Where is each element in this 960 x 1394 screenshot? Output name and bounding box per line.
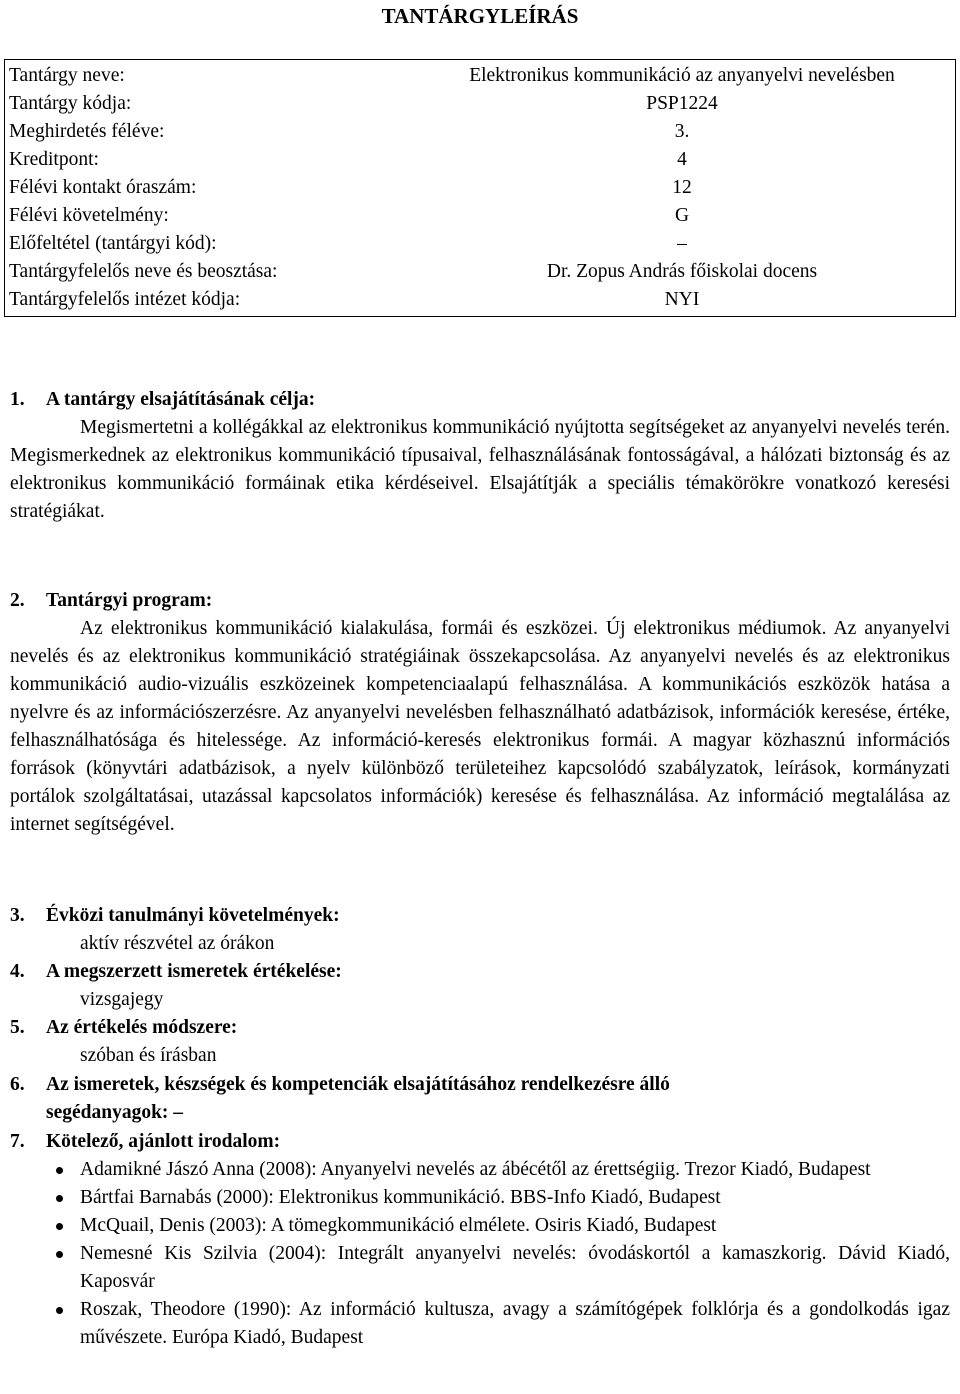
section-value: aktív részvétel az órákon [80, 933, 275, 954]
section-5 [10, 1014, 950, 1070]
info-row-institute [5, 286, 955, 314]
section-paragraph: Az elektronikus kommunikáció kialakulása, formái és eszközei. Új elektronikus médiumok. Az anyanyelvi nevelés és az elektronikus kommunikáció stratégiáinak összekapcsolása. Az anyanyelvi nevelés és az elektronikus kommunikáció audio-vizuális eszközeinek kompetenciaalapú felhasználása. A kommunikációs eszközök hatása a nyelvre és az információszerzésre. Az anyanyelvi nevelésben felhasználható adatbázisok, információk keresése, értéke, felhasználhatósága és hitelessége. Az információ-keresés elektronikus formái. A magyar közhasznú információs források (könyvtári adatbázisok, a nyelv különböző területeihez kapcsolódó szabályzatok, leírások, kormányzati portálok szolgáltatásai, utazással kapcsolatos információk) keresése és felhasználása. Az információ megtalálása az internet segítségével. [10, 618, 950, 835]
info-row-contact-hours [5, 174, 955, 202]
bullet-icon [56, 1167, 63, 1174]
info-value: Elektronikus kommunikáció az anyanyelvi nevelésben [469, 65, 895, 86]
info-value: 12 [672, 177, 692, 198]
section-4 [10, 958, 950, 1014]
info-value: 4 [677, 149, 687, 170]
section-6 [10, 1071, 950, 1127]
info-value: – [677, 233, 687, 254]
section-2 [10, 587, 950, 839]
section-number: 2. [10, 590, 25, 611]
section-number: 3. [10, 905, 25, 926]
document-title: TANTÁRGYLEÍRÁS [381, 4, 579, 28]
info-label: Tantárgy neve: [9, 65, 125, 86]
section-heading [10, 386, 950, 414]
reference-text: Bártfai Barnabás (2000): Elektronikus kommunikáció. BBS-Info Kiadó, Budapest [80, 1187, 721, 1208]
info-value: PSP1224 [646, 93, 718, 114]
section-number: 5. [10, 1017, 25, 1038]
info-row-credits [5, 146, 955, 174]
info-row-responsible [5, 258, 955, 286]
info-row-requirement [5, 202, 955, 230]
section-number: 4. [10, 961, 25, 982]
section-7 [10, 1128, 950, 1352]
section-heading [10, 1014, 950, 1042]
bullet-icon [56, 1251, 63, 1258]
info-row-prerequisite [5, 230, 955, 258]
info-label: Tantárgy kódja: [9, 93, 132, 114]
info-value: NYI [664, 289, 700, 310]
info-row-course-name [5, 62, 955, 90]
reference-text: Adamikné Jászó Anna (2008): Anyanyelvi nevelés az ábécétől az érettségiig. Trezor Kiadó, Budapest [80, 1159, 871, 1180]
section-3 [10, 902, 950, 958]
info-label: Félévi kontakt óraszám: [9, 177, 197, 198]
list-item [10, 1156, 950, 1184]
course-info-table [4, 59, 956, 317]
info-label: Meghirdetés féléve: [9, 121, 165, 142]
section-value: szóban és írásban [80, 1045, 217, 1066]
section-heading [10, 1071, 950, 1099]
section-title: Kötelező, ajánlott irodalom: [46, 1131, 281, 1152]
section-heading [10, 902, 950, 930]
info-value: G [674, 205, 690, 226]
section-heading [10, 1128, 950, 1156]
reference-text: Nemesné Kis Szilvia (2004): Integrált anyanyelvi nevelés: óvodáskortól a kamaszkorig. Dávid Kiadó, Kaposvár [80, 1243, 950, 1292]
info-label: Kreditpont: [9, 149, 99, 170]
info-value: Dr. Zopus András főiskolai docens [546, 261, 818, 282]
section-number: 1. [10, 389, 25, 410]
info-row-semester [5, 118, 955, 146]
info-row-course-code [5, 90, 955, 118]
reference-text: Roszak, Theodore (1990): Az információ kultusza, avagy a számítógépek folklórja és a gondolkodás igaz művészete. Európa Kiadó, Budapest [80, 1299, 950, 1348]
info-label: Tantárgyfelelős neve és beosztása: [9, 261, 278, 282]
section-heading-continuation: segédanyagok: – [46, 1102, 184, 1123]
info-label: Előfeltétel (tantárgyi kód): [9, 233, 217, 254]
section-title: Az ismeretek, készségek és kompetenciák elsajátításához rendelkezésre álló [46, 1074, 670, 1095]
section-value: vizsgajegy [80, 989, 164, 1010]
reference-text: McQuail, Denis (2003): A tömegkommunikáció elmélete. Osiris Kiadó, Budapest [80, 1215, 717, 1236]
bullet-icon [56, 1307, 63, 1314]
bullet-icon [56, 1223, 63, 1230]
info-label: Félévi követelmény: [9, 205, 169, 226]
section-number: 6. [10, 1074, 25, 1095]
list-item [10, 1212, 950, 1240]
section-title: Évközi tanulmányi követelmények: [46, 905, 340, 926]
list-item [10, 1184, 950, 1212]
info-label: Tantárgyfelelős intézet kódja: [9, 289, 241, 310]
bullet-icon [56, 1195, 63, 1202]
section-title: A megszerzett ismeretek értékelése: [46, 961, 342, 982]
section-number: 7. [10, 1131, 25, 1152]
section-1 [10, 386, 950, 526]
info-value: 3. [674, 121, 690, 142]
list-item [10, 1296, 950, 1352]
section-title: A tantárgy elsajátításának célja: [46, 389, 316, 410]
section-paragraph: Megismertetni a kollégákkal az elektronikus kommunikáció nyújtotta segítségeket az anyanyelvi nevelés terén. Megismerkednek az elektronikus kommunikáció típusaival, felhasználásának fontosságával, a hálózati biztonság és az elektronikus kommunikáció formáinak etika kérdéseivel. Elsajátítják a speciális témakörökre vonatkozó keresési stratégiákat. [10, 417, 950, 522]
section-heading [10, 958, 950, 986]
reference-list [10, 1156, 950, 1352]
section-title: Tantárgyi program: [46, 590, 213, 611]
list-item [10, 1240, 950, 1296]
section-title: Az értékelés módszere: [46, 1017, 238, 1038]
section-heading [10, 587, 950, 615]
